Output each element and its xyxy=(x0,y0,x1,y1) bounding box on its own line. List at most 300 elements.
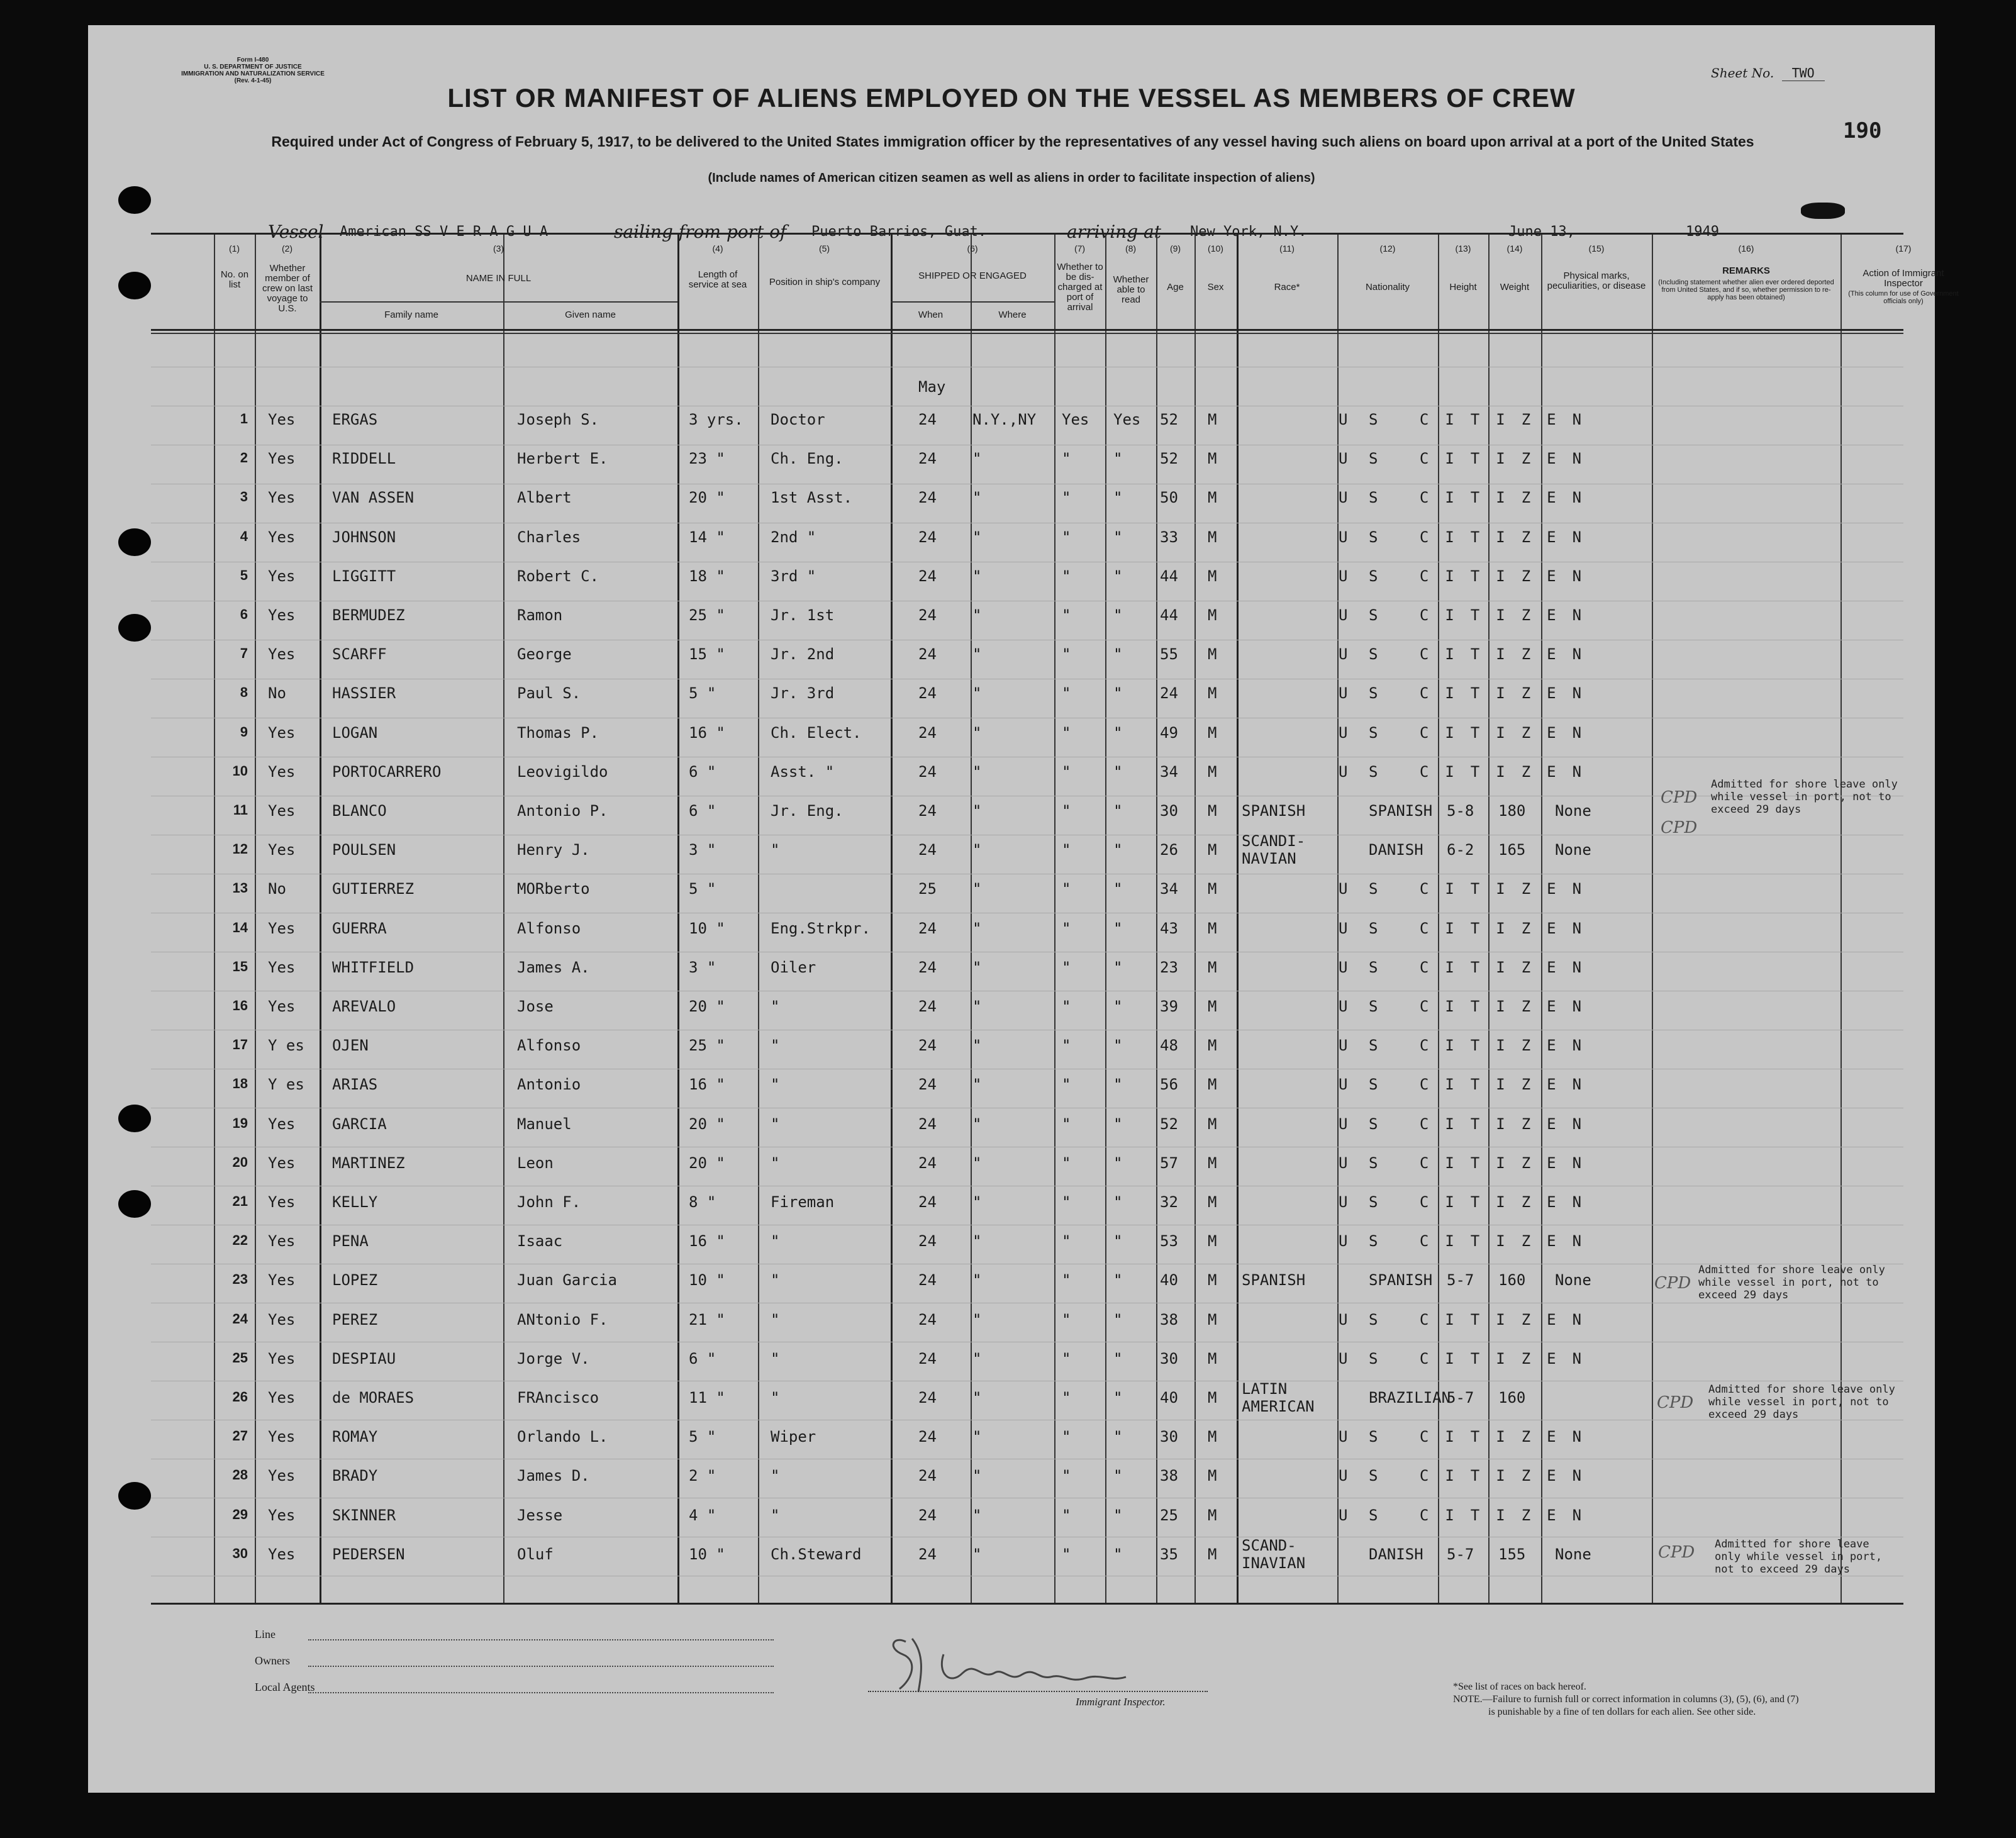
table-row xyxy=(151,489,1903,508)
length-cell: 25 " xyxy=(689,1037,725,1055)
sex-cell: M xyxy=(1208,919,1217,937)
nationality-cell: S CITIZEN xyxy=(1369,1428,1598,1446)
position-cell: " xyxy=(771,1037,780,1055)
read-cell: " xyxy=(1113,1037,1123,1055)
col-num: (6) xyxy=(967,243,978,253)
family-name-cell: KELLY xyxy=(332,1193,378,1211)
nationality-cell: S CITIZEN xyxy=(1369,1154,1598,1172)
race-cell: U xyxy=(1339,958,1348,976)
family-name-cell: PEDERSEN xyxy=(332,1545,405,1563)
table-row xyxy=(151,645,1903,664)
length-cell: 3 yrs. xyxy=(689,411,743,428)
nationality-cell: S CITIZEN xyxy=(1369,489,1598,507)
where-cell: " xyxy=(972,1506,982,1524)
length-cell: 6 " xyxy=(689,762,716,781)
header-where: Where xyxy=(998,309,1027,320)
page-subnote: (Include names of American citizen seamen as well as aliens in order to facilitate inspection of aliens) xyxy=(708,171,1315,185)
length-cell: 11 " xyxy=(689,1389,725,1406)
read-cell: " xyxy=(1113,1271,1123,1289)
position-cell: " xyxy=(771,1271,780,1289)
last-voyage-cell: Yes xyxy=(268,1506,296,1524)
binder-hole xyxy=(118,186,151,214)
read-cell: " xyxy=(1113,1232,1123,1250)
age-cell: 33 xyxy=(1160,528,1178,546)
where-cell: " xyxy=(972,645,982,664)
nationality-cell: S CITIZEN xyxy=(1369,1193,1598,1211)
family-name-cell: LIGGITT xyxy=(332,567,396,585)
owners-label: Owners xyxy=(255,1654,290,1667)
last-voyage-cell: Y es xyxy=(268,1037,304,1055)
family-name-cell: VAN ASSEN xyxy=(332,489,415,507)
sex-cell: M xyxy=(1208,489,1217,507)
header-given-name: Given name xyxy=(565,309,616,320)
last-voyage-cell: Yes xyxy=(268,489,296,507)
given-name-cell: Charles xyxy=(517,528,581,546)
race-cell: U xyxy=(1339,1232,1348,1250)
read-cell: " xyxy=(1113,489,1123,507)
length-cell: 16 " xyxy=(689,1076,725,1094)
given-name-cell: Herbert E. xyxy=(517,450,608,468)
table-row xyxy=(151,1350,1903,1369)
form-line: Form I-480 xyxy=(237,57,269,64)
family-name-cell: PORTOCARRERO xyxy=(332,762,442,781)
age-cell: 23 xyxy=(1160,958,1178,976)
sex-cell: M xyxy=(1208,1349,1217,1367)
where-cell: " xyxy=(972,723,982,742)
table-row xyxy=(151,1076,1903,1094)
given-name-cell: Leovigildo xyxy=(517,762,608,781)
read-cell: " xyxy=(1113,1545,1123,1563)
remarks-stamp: Admitted for shore leave only while vessel in port, not to exceed 29 days xyxy=(1715,1538,1883,1576)
nationality-cell: S CITIZEN xyxy=(1369,645,1598,664)
nationality-cell: S CITIZEN xyxy=(1369,450,1598,468)
read-cell: " xyxy=(1113,684,1123,703)
read-cell: " xyxy=(1113,1193,1123,1211)
race-cell: U xyxy=(1339,1428,1348,1446)
when-cell: 24 xyxy=(918,606,937,624)
race-cell: U xyxy=(1339,567,1348,585)
age-cell: 38 xyxy=(1160,1310,1178,1328)
discharged-cell: " xyxy=(1062,567,1071,585)
header-sex: Sex xyxy=(1207,282,1224,292)
discharged-cell: " xyxy=(1062,1154,1071,1172)
header-length-service: Length of service at sea xyxy=(688,269,747,290)
where-cell: " xyxy=(972,1349,982,1367)
row-number: 16 xyxy=(232,998,248,1013)
read-cell: " xyxy=(1113,841,1123,859)
table-row xyxy=(151,1380,1903,1415)
age-cell: 44 xyxy=(1160,567,1178,585)
nationality-cell: S CITIZEN xyxy=(1369,723,1598,742)
read-cell: " xyxy=(1113,1310,1123,1328)
header-able-read: Whether able to read xyxy=(1113,274,1149,305)
last-voyage-cell: Yes xyxy=(268,606,296,624)
position-cell: " xyxy=(771,998,780,1015)
arriving-label: arriving at xyxy=(1067,221,1161,242)
sex-cell: M xyxy=(1208,411,1217,428)
last-voyage-cell: Yes xyxy=(268,1115,296,1133)
sex-cell: M xyxy=(1208,880,1217,898)
header-remarks-note: (Including statement whether alien ever ordered deported from United States, and if so, whether permission to re-apply has been obtained) xyxy=(1658,279,1834,301)
header-position: Position in ship's company xyxy=(769,277,881,287)
nationality-cell: S CITIZEN xyxy=(1369,1310,1598,1328)
position-cell: Doctor xyxy=(771,411,825,428)
age-cell: 48 xyxy=(1160,1037,1178,1055)
discharged-cell: " xyxy=(1062,723,1071,742)
nationality-cell: S CITIZEN xyxy=(1369,684,1598,703)
last-voyage-cell: Yes xyxy=(268,1545,296,1563)
length-cell: 14 " xyxy=(689,528,725,546)
given-name-cell: James A. xyxy=(517,958,590,976)
when-cell: 24 xyxy=(918,450,937,468)
physical-cell: None xyxy=(1555,841,1591,859)
read-cell: " xyxy=(1113,1076,1123,1094)
when-cell: 24 xyxy=(918,998,937,1015)
row-number: 2 xyxy=(240,450,248,466)
family-name-cell: ERGAS xyxy=(332,411,378,428)
sex-cell: M xyxy=(1208,1232,1217,1250)
given-name-cell: Leon xyxy=(517,1154,554,1172)
length-cell: 21 " xyxy=(689,1310,725,1328)
given-name-cell: Albert xyxy=(517,489,572,507)
nationality-cell: S CITIZEN xyxy=(1369,880,1598,898)
race-cell: U xyxy=(1339,450,1348,468)
physical-cell: None xyxy=(1555,1545,1591,1563)
inspector-signature xyxy=(868,1629,1208,1698)
family-name-cell: AREVALO xyxy=(332,998,396,1015)
family-name-cell: POULSEN xyxy=(332,841,396,859)
when-cell: 24 xyxy=(918,489,937,507)
header-physical: Physical marks, peculiarities, or disease xyxy=(1547,270,1646,291)
given-name-cell: Jorge V. xyxy=(517,1349,590,1367)
year-value: 1949 xyxy=(1686,224,1719,240)
position-cell: 2nd " xyxy=(771,528,816,546)
header-nationality: Nationality xyxy=(1365,282,1410,292)
row-number: 11 xyxy=(233,802,248,818)
last-voyage-cell: Yes xyxy=(268,528,296,546)
race-cell: U xyxy=(1339,762,1348,781)
length-cell: 20 " xyxy=(689,1154,725,1172)
vessel-value: American SS V E R A G U A xyxy=(340,224,549,240)
where-cell: " xyxy=(972,919,982,937)
read-cell: " xyxy=(1113,567,1123,585)
where-cell: " xyxy=(972,880,982,898)
age-cell: 30 xyxy=(1160,1349,1178,1367)
race-cell: U xyxy=(1339,1115,1348,1133)
sex-cell: M xyxy=(1208,567,1217,585)
length-cell: 15 " xyxy=(689,645,725,664)
nationality-cell: S CITIZEN xyxy=(1369,606,1598,624)
last-voyage-cell: Yes xyxy=(268,802,296,820)
header-discharged: Whether to be dis-charged at port of arrival xyxy=(1057,262,1103,313)
table-row xyxy=(151,450,1903,469)
position-cell: Eng.Strkpr. xyxy=(771,919,871,937)
ink-blot xyxy=(1801,203,1845,219)
last-voyage-cell: No xyxy=(268,880,286,898)
family-name-cell: LOGAN xyxy=(332,723,378,742)
when-cell: 24 xyxy=(918,762,937,781)
given-name-cell: Henry J. xyxy=(517,841,590,859)
length-cell: 25 " xyxy=(689,606,725,624)
race-cell: U xyxy=(1339,1076,1348,1094)
given-name-cell: John F. xyxy=(517,1193,581,1211)
discharged-cell: " xyxy=(1062,528,1071,546)
age-cell: 30 xyxy=(1160,1428,1178,1446)
age-cell: 43 xyxy=(1160,919,1178,937)
binder-hole xyxy=(118,1105,151,1132)
discharged-cell: " xyxy=(1062,802,1071,820)
given-name-cell: Alfonso xyxy=(517,1037,581,1055)
last-voyage-cell: Yes xyxy=(268,450,296,468)
weight-cell: 160 xyxy=(1498,1271,1526,1289)
sex-cell: M xyxy=(1208,1428,1217,1446)
read-cell: " xyxy=(1113,528,1123,546)
sex-cell: M xyxy=(1208,1389,1217,1406)
when-cell: 24 xyxy=(918,1037,937,1055)
table-row xyxy=(151,920,1903,938)
weight-cell: 165 xyxy=(1498,841,1526,859)
family-name-cell: GARCIA xyxy=(332,1115,387,1133)
header-height: Height xyxy=(1449,282,1477,292)
row-number: 8 xyxy=(240,684,248,701)
row-number: 6 xyxy=(240,606,248,622)
given-name-cell: Isaac xyxy=(517,1232,563,1250)
last-voyage-cell: Yes xyxy=(268,1310,296,1328)
age-cell: 34 xyxy=(1160,762,1178,781)
read-cell: " xyxy=(1113,958,1123,976)
family-name-cell: GUERRA xyxy=(332,919,387,937)
where-cell: " xyxy=(972,958,982,976)
height-cell: 5-7 xyxy=(1447,1389,1474,1406)
sex-cell: M xyxy=(1208,1467,1217,1485)
sex-cell: M xyxy=(1208,958,1217,976)
race-cell: U xyxy=(1339,528,1348,546)
nationality-cell: S CITIZEN xyxy=(1369,528,1598,546)
row-number: 29 xyxy=(232,1506,248,1522)
table-row xyxy=(151,802,1903,821)
family-name-cell: HASSIER xyxy=(332,684,396,703)
age-cell: 38 xyxy=(1160,1467,1178,1485)
position-cell: Jr. Eng. xyxy=(771,802,844,820)
nationality-cell: SPANISH xyxy=(1369,1271,1433,1289)
when-cell: 24 xyxy=(918,411,937,428)
length-cell: 4 " xyxy=(689,1506,716,1524)
where-cell: " xyxy=(972,1310,982,1328)
when-cell: 24 xyxy=(918,1271,937,1289)
family-name-cell: ARIAS xyxy=(332,1076,378,1094)
weight-cell: 155 xyxy=(1498,1545,1526,1563)
table-row xyxy=(151,1115,1903,1134)
family-name-cell: WHITFIELD xyxy=(332,958,415,976)
discharged-cell: " xyxy=(1062,841,1071,859)
where-cell: " xyxy=(972,1193,982,1211)
row-number: 20 xyxy=(232,1154,248,1170)
age-cell: 57 xyxy=(1160,1154,1178,1172)
last-voyage-cell: Yes xyxy=(268,1271,296,1289)
manifest-footer xyxy=(151,1610,1903,1786)
position-cell: " xyxy=(771,1506,780,1524)
read-cell: " xyxy=(1113,450,1123,468)
nationality-cell: S CITIZEN xyxy=(1369,1506,1598,1524)
family-name-cell: SCARFF xyxy=(332,645,387,664)
age-cell: 52 xyxy=(1160,1115,1178,1133)
header-when: When xyxy=(918,309,944,320)
nationality-cell: S CITIZEN xyxy=(1369,1467,1598,1485)
when-cell: 24 xyxy=(918,1428,937,1446)
given-name-cell: FRAncisco xyxy=(517,1389,599,1406)
family-name-cell: BLANCO xyxy=(332,802,387,820)
nationality-cell: S CITIZEN xyxy=(1369,1349,1598,1367)
discharged-cell: " xyxy=(1062,645,1071,664)
when-cell: 25 xyxy=(918,880,937,898)
table-row xyxy=(151,1428,1903,1447)
header-action: Action of Immigrant Inspector xyxy=(1863,268,1944,289)
table-row xyxy=(151,763,1903,782)
age-cell: 26 xyxy=(1160,841,1178,859)
header-race: Race* xyxy=(1274,282,1300,292)
given-name-cell: Manuel xyxy=(517,1115,572,1133)
last-voyage-cell: Yes xyxy=(268,1193,296,1211)
when-cell: 24 xyxy=(918,723,937,742)
position-cell: " xyxy=(771,1467,780,1485)
col-num: (8) xyxy=(1125,243,1137,253)
discharged-cell: " xyxy=(1062,919,1071,937)
footer-notes xyxy=(1453,1681,1799,1718)
binder-hole xyxy=(118,272,151,299)
row-number: 24 xyxy=(232,1310,248,1327)
sex-cell: M xyxy=(1208,802,1217,820)
when-cell: 24 xyxy=(918,841,937,859)
discharged-cell: Yes xyxy=(1062,411,1089,428)
discharged-cell: " xyxy=(1062,1467,1071,1485)
row-number: 17 xyxy=(232,1037,248,1053)
length-cell: 3 " xyxy=(689,958,716,976)
row-number: 23 xyxy=(232,1271,248,1288)
race-cell: U xyxy=(1339,1310,1348,1328)
race-cell: U xyxy=(1339,489,1348,507)
table-row xyxy=(151,832,1903,868)
race-cell: U xyxy=(1339,919,1348,937)
nationality-cell: S CITIZEN xyxy=(1369,567,1598,585)
family-name-cell: OJEN xyxy=(332,1037,369,1055)
discharged-cell: " xyxy=(1062,1310,1071,1328)
where-cell: " xyxy=(972,528,982,546)
row-number: 15 xyxy=(232,958,248,974)
read-cell: Yes xyxy=(1113,411,1141,428)
given-name-cell: Paul S. xyxy=(517,684,581,703)
discharged-cell: " xyxy=(1062,684,1071,703)
age-cell: 52 xyxy=(1160,411,1178,428)
last-voyage-cell: Yes xyxy=(268,919,296,937)
discharged-cell: " xyxy=(1062,1232,1071,1250)
col-num: (16) xyxy=(1738,243,1754,253)
note-penalty: NOTE.—Failure to furnish full or correct information in columns (3), (5), (6), and (7) xyxy=(1453,1694,1799,1705)
last-voyage-cell: Yes xyxy=(268,1154,296,1172)
given-name-cell: Antonio P. xyxy=(517,802,608,820)
age-cell: 24 xyxy=(1160,684,1178,703)
read-cell: " xyxy=(1113,919,1123,937)
row-number: 21 xyxy=(232,1193,248,1209)
height-cell: 5-8 xyxy=(1447,802,1474,820)
last-voyage-cell: Yes xyxy=(268,1428,296,1446)
race-cell: LATIN AMERICAN xyxy=(1242,1380,1315,1415)
discharged-cell: " xyxy=(1062,606,1071,624)
when-cell: 24 xyxy=(918,567,937,585)
binder-hole xyxy=(118,528,151,556)
discharged-cell: " xyxy=(1062,1389,1071,1406)
vessel-label: Vessel xyxy=(268,221,324,242)
length-cell: 2 " xyxy=(689,1467,716,1485)
sex-cell: M xyxy=(1208,1506,1217,1524)
given-name-cell: Juan Garcia xyxy=(517,1271,617,1289)
col-num: (17) xyxy=(1895,243,1912,253)
line-label: Line xyxy=(255,1628,276,1640)
family-name-cell: BERMUDEZ xyxy=(332,606,405,624)
col-num: (9) xyxy=(1169,243,1181,253)
where-cell: " xyxy=(972,684,982,703)
nationality-cell: S CITIZEN xyxy=(1369,1232,1598,1250)
where-cell: " xyxy=(972,841,982,859)
when-cell: 24 xyxy=(918,528,937,546)
page-number: 190 xyxy=(1843,118,1882,143)
where-cell: " xyxy=(972,1115,982,1133)
height-cell: 5-7 xyxy=(1447,1271,1474,1289)
age-cell: 56 xyxy=(1160,1076,1178,1094)
position-cell: Ch.Steward xyxy=(771,1545,862,1563)
where-cell: " xyxy=(972,1076,982,1094)
when-cell: 24 xyxy=(918,1076,937,1094)
length-cell: 23 " xyxy=(689,450,725,468)
table-row xyxy=(151,1271,1903,1290)
header-age: Age xyxy=(1167,282,1184,292)
form-line: U. S. DEPARTMENT OF JUSTICE xyxy=(204,64,302,70)
discharged-cell: " xyxy=(1062,762,1071,781)
form-identifier xyxy=(146,57,360,84)
last-voyage-cell: Yes xyxy=(268,998,296,1015)
table-row xyxy=(151,1467,1903,1486)
position-cell: 1st Asst. xyxy=(771,489,853,507)
when-cell: 24 xyxy=(918,1389,937,1406)
position-cell: Jr. 2nd xyxy=(771,645,835,664)
where-cell: " xyxy=(972,998,982,1015)
when-cell: 24 xyxy=(918,1154,937,1172)
read-cell: " xyxy=(1113,1154,1123,1172)
when-cell: 24 xyxy=(918,1310,937,1328)
manifest-sheet xyxy=(88,25,1959,1793)
read-cell: " xyxy=(1113,1349,1123,1367)
position-cell: " xyxy=(771,1389,780,1406)
when-cell: 24 xyxy=(918,802,937,820)
port-value: Puerto Barrios, Guat. xyxy=(811,224,987,240)
given-name-cell: Thomas P. xyxy=(517,723,599,742)
nationality-cell: DANISH xyxy=(1369,1545,1423,1563)
row-number: 25 xyxy=(232,1349,248,1366)
discharged-cell: " xyxy=(1062,450,1071,468)
given-name-cell: Orlando L. xyxy=(517,1428,608,1446)
action-mark: CPD xyxy=(1654,1274,1691,1293)
position-cell: " xyxy=(771,1310,780,1328)
given-name-cell: Jesse xyxy=(517,1506,563,1524)
row-number: 19 xyxy=(232,1115,248,1131)
when-cell: 24 xyxy=(918,1467,937,1485)
discharged-cell: " xyxy=(1062,998,1071,1015)
last-voyage-cell: Yes xyxy=(268,567,296,585)
position-cell: Asst. " xyxy=(771,762,835,781)
race-cell: U xyxy=(1339,645,1348,664)
where-cell: " xyxy=(972,1037,982,1055)
nationality-cell: S CITIZEN xyxy=(1369,919,1598,937)
table-row xyxy=(151,606,1903,625)
